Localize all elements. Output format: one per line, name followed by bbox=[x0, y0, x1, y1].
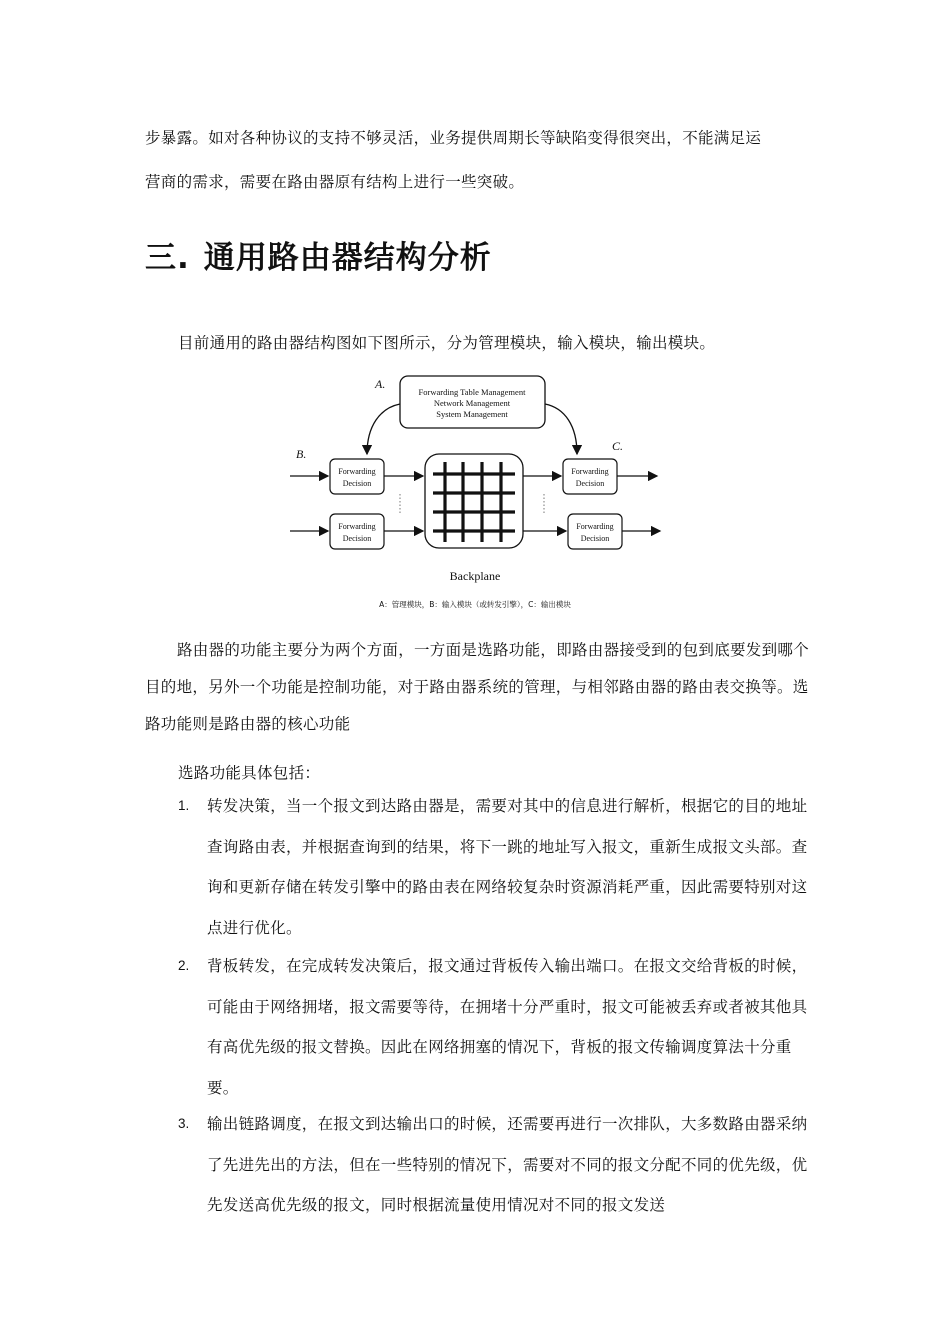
list-intro: 选路功能具体包括： bbox=[178, 764, 321, 782]
output-fd-1-line-2: Decision bbox=[575, 479, 605, 488]
input-fd-1-line-1: Forwarding bbox=[338, 467, 376, 476]
label-a: A. bbox=[375, 377, 386, 391]
list-item-2-number: 2. bbox=[178, 958, 190, 973]
input-fd-2-line-2: Decision bbox=[342, 534, 372, 543]
list-item-3-number: 3. bbox=[178, 1116, 190, 1131]
label-b: B. bbox=[296, 447, 307, 461]
output-fd-box-1 bbox=[563, 459, 617, 494]
list-item-1-number: 1. bbox=[178, 798, 190, 813]
backplane-label: Backplane bbox=[449, 569, 501, 583]
input-fd-1-line-2: Decision bbox=[342, 479, 372, 488]
output-fd-2-line-1: Forwarding bbox=[576, 522, 614, 531]
mgmt-to-output-arrow bbox=[545, 404, 577, 454]
output-fd-1-line-1: Forwarding bbox=[571, 467, 609, 476]
input-fd-box-1 bbox=[330, 459, 384, 494]
intro-line-2: 营商的需求，需要在路由器原有结构上进行一些突破。 bbox=[145, 173, 525, 191]
list-item-2-text: 背板转发，在完成转发决策后，报文通过背板传入输出端口。在报文交给背板的时候，可能由于网络拥堵，报文需要等待，在拥堵十分严重时，报文可能被丢弃或者被其他具有高优先级的报文替换。因此在网络拥塞的情况下，背板的报文传输调度算法十分重要。 bbox=[207, 957, 808, 1097]
router-architecture-figure bbox=[285, 368, 665, 618]
section-number: 三. bbox=[145, 240, 190, 276]
list-item-2 bbox=[145, 946, 817, 1108]
figure-caption: A：管理模块，B：输入模块（或转发引擎），C：输出模块 bbox=[379, 600, 571, 609]
list-item-3-text: 输出链路调度，在报文到达输出口的时候，还需要再进行一次排队，大多数路由器采纳了先进先出的方法，但在一些特别的情况下，需要对不同的报文分配不同的优先级，优先发送高优先级的报文，同时根据流量使用情况对不同的报文发送 bbox=[207, 1115, 808, 1214]
input-fd-2-line-1: Forwarding bbox=[338, 522, 376, 531]
mgmt-line-2: Network Management bbox=[433, 398, 511, 408]
mgmt-to-input-arrow bbox=[367, 404, 400, 454]
list-item-1 bbox=[145, 786, 817, 948]
backplane-box bbox=[425, 454, 523, 548]
mgmt-line-3: System Management bbox=[436, 409, 508, 419]
function-paragraph: 路由器的功能主要分为两个方面，一方面是选路功能，即路由器接受到的包到底要发到哪个目的地，另外一个功能是控制功能，对于路由器系统的管理，与相邻路由器的路由表交换等。选路功能则是路由器的核心功能 bbox=[145, 641, 810, 733]
output-fd-box-2 bbox=[568, 514, 622, 549]
list-item-1-text: 转发决策，当一个报文到达路由器是，需要对其中的信息进行解析，根据它的目的地址查询路由表，并根据查询到的结果，将下一跳的地址写入报文，重新生成报文头部。查询和更新存储在转发引擎中的路由表在网络较复杂时资源消耗严重，因此需要特别对这点进行优化。 bbox=[207, 797, 808, 937]
input-fd-box-2 bbox=[330, 514, 384, 549]
label-c: C. bbox=[612, 439, 624, 453]
section-title: 通用路由器结构分析 bbox=[203, 240, 492, 276]
router-architecture-diagram bbox=[285, 368, 665, 618]
list-item-3 bbox=[145, 1104, 817, 1226]
mgmt-line-1: Forwarding Table Management bbox=[418, 387, 526, 397]
figure-intro: 目前通用的路由器结构图如下图所示，分为管理模块，输入模块，输出模块。 bbox=[178, 334, 716, 352]
section-heading bbox=[145, 232, 492, 277]
intro-line-1: 步暴露。如对各种协议的支持不够灵活，业务提供周期长等缺陷变得很突出，不能满足运 bbox=[145, 129, 762, 147]
output-fd-2-line-2: Decision bbox=[580, 534, 610, 543]
